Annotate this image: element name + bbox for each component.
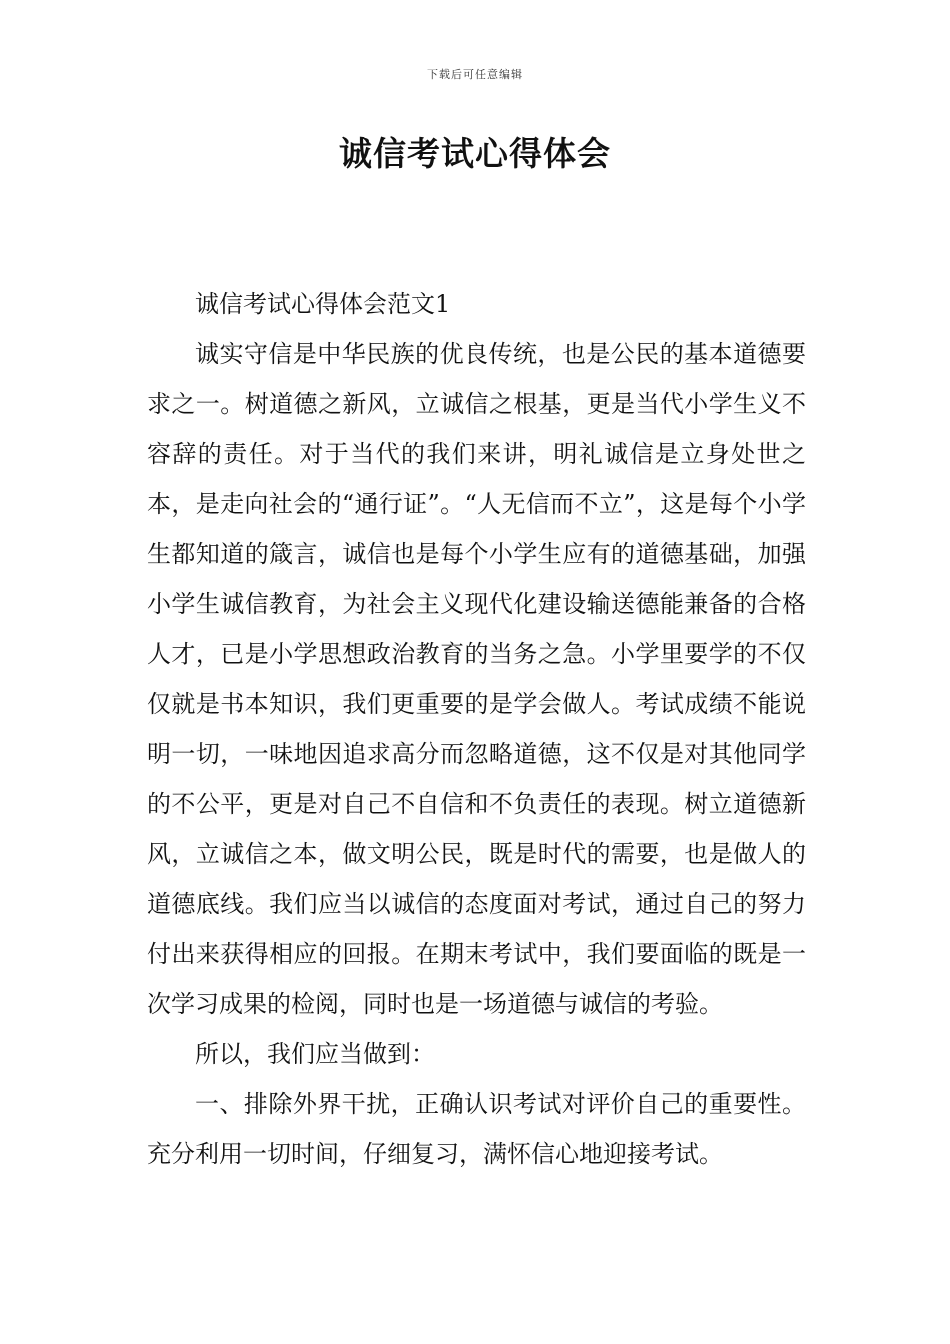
document-body	[147, 279, 806, 1179]
header-note: 下载后可任意编辑	[427, 68, 523, 81]
section-heading: 诚信考试心得体会范文1	[195, 290, 451, 318]
body-paragraph: 所以，我们应当做到：	[195, 1040, 435, 1068]
document-title: 诚信考试心得体会	[339, 134, 611, 173]
body-paragraph: 一、排除外界干扰，正确认识考试对评价自己的重要性。充分利用一切时间，仔细复习，满怀信心地迎接考试。	[147, 1090, 806, 1168]
body-paragraph: 诚实守信是中华民族的优良传统，也是公民的基本道德要求之一。树道德之新风，立诚信之根基，更是当代小学生义不容辞的责任。对于当代的我们来讲，明礼诚信是立身处世之本，是走向社会的“通行证”。“人无信而不立”，这是每个小学生都知道的箴言，诚信也是每个小学生应有的道德基础，加强小学生诚信教育，为社会主义现代化建设输送德能兼备的合格人才，已是小学思想政治教育的当务之急。小学里要学的不仅仅就是书本知识，我们更重要的是学会做人。考试成绩不能说明一切，一味地因追求高分而忽略道德，这不仅是对其他同学的不公平，更是对自己不自信和不负责任的表现。树立道德新风，立诚信之本，做文明公民，既是时代的需要，也是做人的道德底线。我们应当以诚信的态度面对考试，通过自己的努力付出来获得相应的回报。在期末考试中，我们要面临的既是一次学习成果的检阅，同时也是一场道德与诚信的考验。	[147, 340, 806, 1018]
